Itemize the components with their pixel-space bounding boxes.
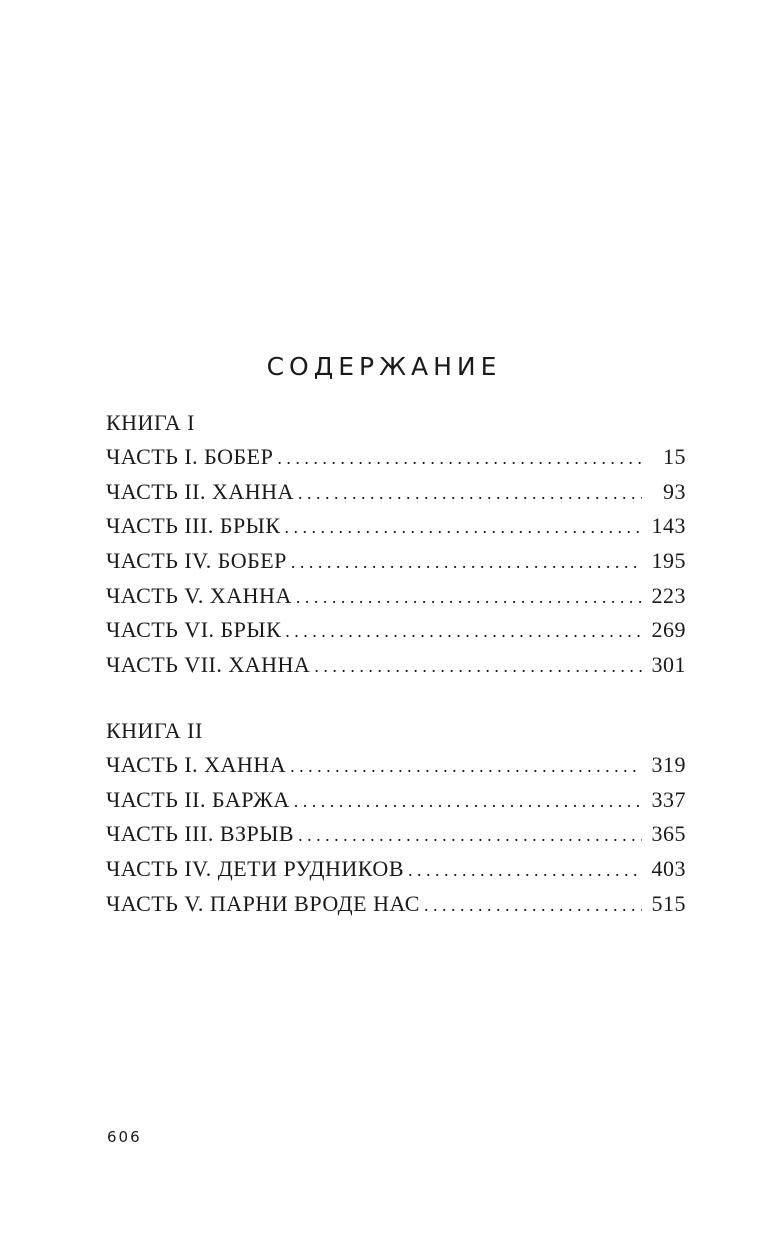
toc-entry-page: 337 <box>651 786 686 812</box>
toc-entry-title: ЧАСТЬ VI. БРЫК <box>106 617 282 643</box>
toc-entry-title: ЧАСТЬ IV. БОБЕР <box>106 548 287 574</box>
dot-leader <box>290 749 642 784</box>
dot-leader <box>408 853 642 888</box>
toc-entry <box>106 440 686 475</box>
toc-entry-page: 269 <box>651 617 686 643</box>
toc-entry-title: ЧАСТЬ IV. ДЕТИ РУДНИКОВ <box>106 855 404 881</box>
toc-entry <box>106 817 686 852</box>
toc-entry-title: ЧАСТЬ III. БРЫК <box>106 513 281 539</box>
dot-leader <box>424 888 642 923</box>
toc-entry-page: 195 <box>651 548 686 574</box>
toc-entry <box>106 544 686 579</box>
toc-entry-title: ЧАСТЬ I. БОБЕР <box>106 444 274 469</box>
toc-entry <box>106 852 686 887</box>
page-title: СОДЕРЖАНИЕ <box>266 352 502 381</box>
toc-entry-page: 319 <box>651 751 686 777</box>
toc-entry-page: 515 <box>651 890 686 916</box>
toc-entry-title: ЧАСТЬ V. ПАРНИ ВРОДЕ НАС <box>106 890 420 916</box>
toc-entry <box>106 509 686 544</box>
section-spacer <box>106 683 686 713</box>
dot-leader <box>314 649 642 684</box>
book-heading-2: КНИГА II <box>106 717 203 743</box>
dot-leader <box>298 476 642 511</box>
dot-leader <box>285 510 642 545</box>
dot-leader <box>296 580 642 615</box>
toc-entry-page: 403 <box>651 855 686 881</box>
page-number: 606 <box>107 1128 142 1146</box>
book-heading-1: КНИГА I <box>106 410 195 435</box>
toc-entry <box>106 887 686 922</box>
toc-entry <box>106 475 686 510</box>
toc-entry-title: ЧАСТЬ III. ВЗРЫВ <box>106 821 295 847</box>
toc-entry-page: 365 <box>651 821 686 847</box>
toc-entry <box>106 783 686 818</box>
table-of-contents <box>106 405 686 921</box>
toc-entry-page: 301 <box>651 652 686 678</box>
toc-entry-page: 143 <box>651 513 686 539</box>
dot-leader <box>298 818 642 853</box>
toc-entry-page: 15 <box>663 444 686 469</box>
dot-leader <box>291 545 642 580</box>
toc-entry <box>106 579 686 614</box>
dot-leader <box>277 441 642 476</box>
toc-entry <box>106 748 686 783</box>
toc-entry-page: 93 <box>663 478 686 504</box>
toc-entry <box>106 613 686 648</box>
toc-entry-page: 223 <box>651 582 686 608</box>
toc-entry-title: ЧАСТЬ VII. ХАННА <box>106 652 311 678</box>
toc-entry-title: ЧАСТЬ II. БАРЖА <box>106 786 290 812</box>
toc-entry-title: ЧАСТЬ II. ХАННА <box>106 478 294 504</box>
toc-entry-title: ЧАСТЬ I. ХАННА <box>106 751 287 777</box>
dot-leader <box>285 614 642 649</box>
toc-entry <box>106 648 686 683</box>
dot-leader <box>294 784 642 819</box>
toc-entry-title: ЧАСТЬ V. ХАННА <box>106 582 292 608</box>
